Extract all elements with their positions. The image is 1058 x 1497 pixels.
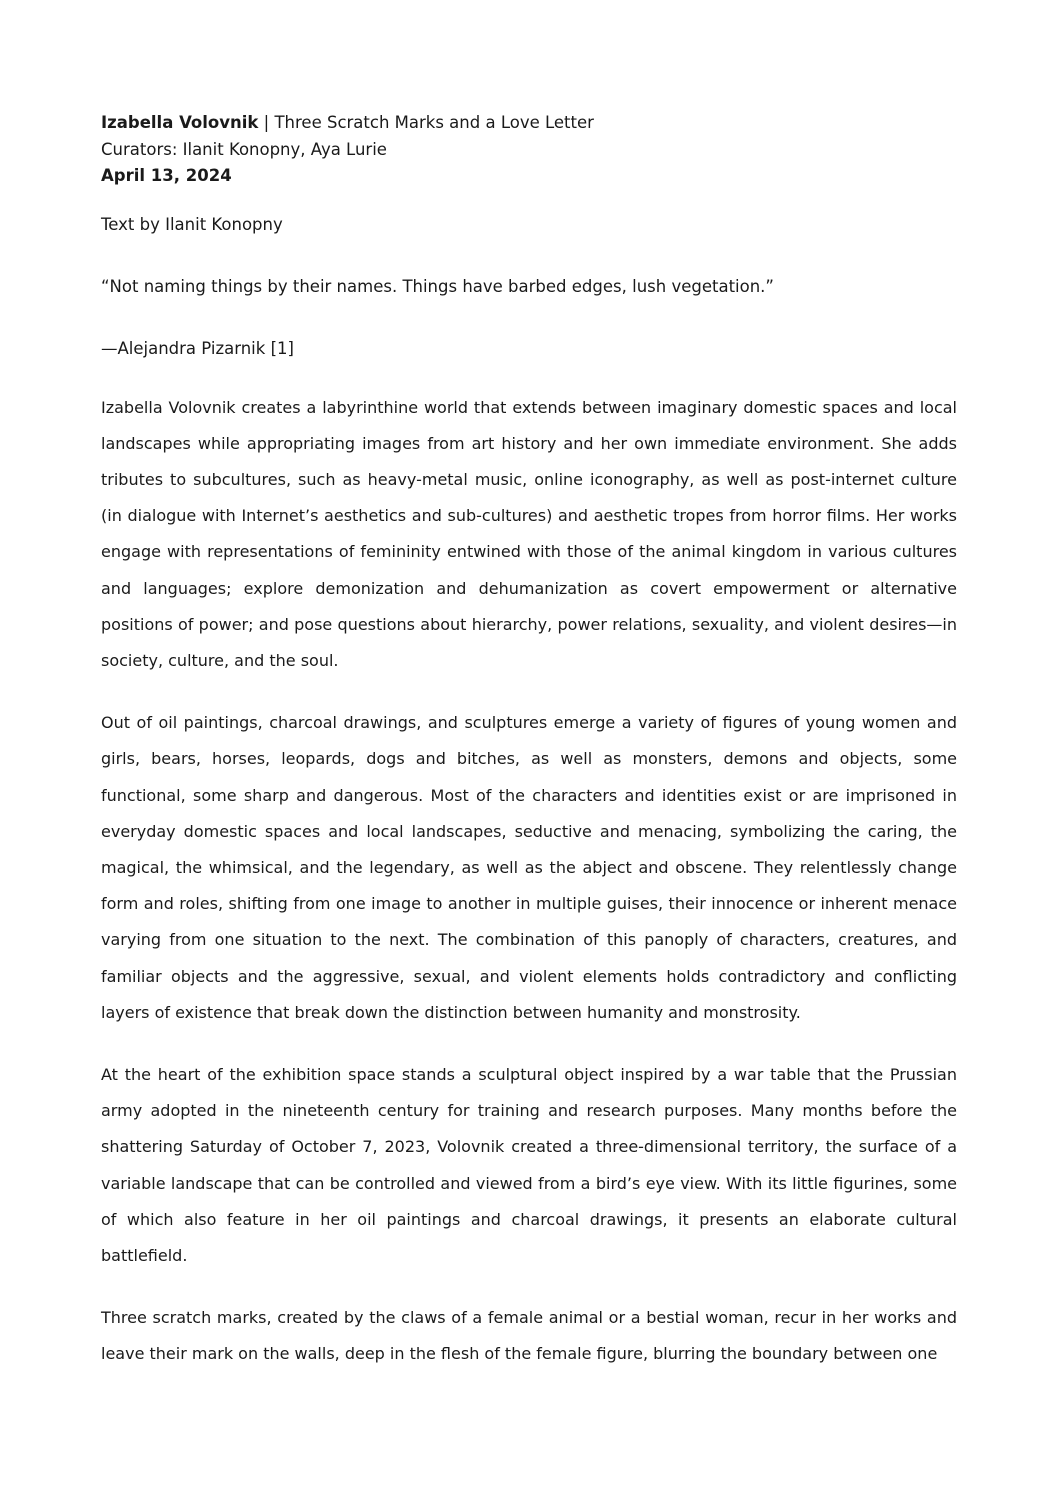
exhibition-date: April 13, 2024 [101, 166, 232, 185]
curators-line: Curators: Ilanit Konopny, Aya Lurie [101, 139, 387, 159]
heading-separator: | [258, 113, 275, 132]
document-page [101, 110, 957, 1373]
epigraph-quote: “Not naming things by their names. Things have barbed edges, lush vegetation.” [101, 276, 774, 296]
body-paragraph-4: Three scratch marks, created by the claws of a female animal or a bestial woman, recur in her works and leave their mark on the walls, deep in the flesh of the female figure, blurring the boundary between one [101, 1308, 957, 1364]
body-paragraph-3: At the heart of the exhibition space stands a sculptural object inspired by a war table that the Prussian army adopted in the nineteenth century for training and research purposes. Many months before the shattering Saturday of October 7, 2023, Volovnik created a three-dimensional territory, the surface of a variable landscape that can be controlled and viewed from a bird’s eye view. With its little figurines, some of which also feature in her oil paintings and charcoal drawings, it presents an elaborate cultural battlefield. [101, 1064, 957, 1265]
artist-name: Izabella Volovnik [101, 113, 259, 132]
exhibition-heading [101, 110, 957, 137]
body-paragraph-2: Out of oil paintings, charcoal drawings, and sculptures emerge a variety of figures of young women and girls, bears, horses, leopards, dogs and bitches, as well as monsters, demons and objects, some functional, some sharp and dangerous. Most of the characters and identities exist or are imprisoned in everyday domestic spaces and local landscapes, seductive and menacing, symbolizing the caring, the magical, the whimsical, and the legendary, as well as the abject and obscene. They relentlessly change form and roles, shifting from one image to another in multiple guises, their innocence or inherent menace varying from one situation to the next. The combination of this panoply of characters, creatures, and familiar objects and the aggressive, sexual, and violent elements holds contradictory and conflicting layers of existence that break down the distinction between humanity and monstrosity. [101, 713, 957, 1022]
epigraph-attribution: —Alejandra Pizarnik [1] [101, 338, 294, 358]
exhibition-title: Three Scratch Marks and a Love Letter [274, 113, 594, 132]
body-paragraph-1: Izabella Volovnik creates a labyrinthine world that extends between imaginary domestic spaces and local landscapes while appropriating images from art history and her own immediate environment. She adds tributes to subcultures, such as heavy-metal music, online iconography, as well as post-internet culture (in dialogue with Internet’s aesthetics and sub-cultures) and aesthetic tropes from horror films. Her works engage with representations of femininity entwined with those of the animal kingdom in various cultures and languages; explore demonization and dehumanization as covert empowerment or alternative positions of power; and pose questions about hierarchy, power relations, sexuality, and violent desires—in society, culture, and the soul. [101, 397, 957, 670]
text-byline: Text by Ilanit Konopny [101, 214, 283, 234]
